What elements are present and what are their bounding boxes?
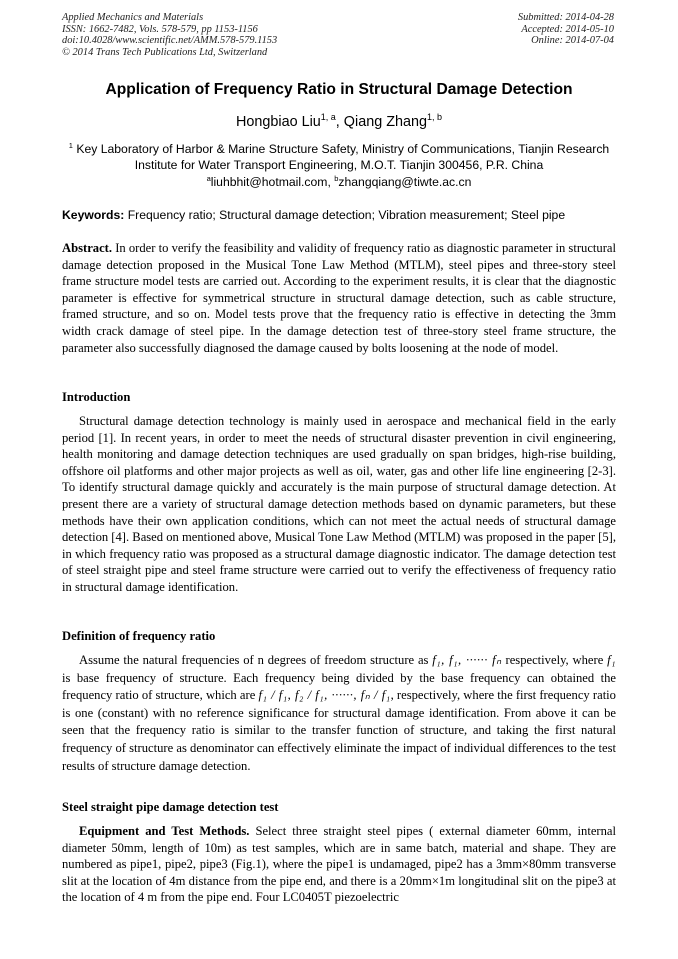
journal-header bbox=[62, 12, 277, 58]
section-heading-introduction: Introduction bbox=[62, 390, 131, 404]
abstract-text: In order to verify the feasibility and validity of frequency ratio as diagnostic parameter in structural damage detection proposed in the Musical Tone Law Method (MTLM), steel pipes and three-story steel frame structure model tests are carried out. According to the experiment results, it is clear that the diagnostic parameter is effective for symmetrical structure in structural damage detection, such as cable structure, framed structure, and so on. Model tests prove that the frequency ratio is effective in detecting the 3mm width crack damage of steel pipe. In the damage detection test of three-story steel frame structure, the parameter also successfully diagnosed the damage caused by bolts loosening at the node of model. bbox=[62, 241, 616, 355]
issn-line: ISSN: 1662-7482, Vols. 578-579, pp 1153-1156 bbox=[62, 23, 258, 35]
section-heading-steel-pipe: Steel straight pipe damage detection test bbox=[62, 800, 279, 814]
affiliation-mark: 1 bbox=[68, 141, 73, 150]
email-mark: a bbox=[206, 174, 211, 183]
abstract bbox=[62, 240, 616, 356]
keywords-text: Frequency ratio; Structural damage detection; Vibration measurement; Steel pipe bbox=[124, 208, 566, 222]
author-affil-mark: 1, b bbox=[427, 112, 443, 122]
email-b: zhangqiang@tiwte.ac.cn bbox=[338, 175, 472, 190]
author-separator: , bbox=[335, 113, 344, 130]
author-list bbox=[0, 112, 678, 130]
author-name: Qiang Zhang bbox=[343, 113, 427, 130]
math-frequencies: f₁, f₁, ······ fₙ bbox=[432, 653, 502, 667]
definition-text: , respectively, where the first frequency ratio is one (constant) with no reference significance for structural damage identification. From above it can be seen that the frequency ratio is similar to the transfer function of structure, and taking the first natural frequency of structure as denominator can effectively eliminate the impact of individual differences to the test results of structure damage detection. bbox=[62, 688, 616, 773]
affiliation-text: Key Laboratory of Harbor & Marine Structure Safety, Ministry of Communications, Tianjin Research Institute for Water Transport Engineering, M.O.T. Tianjin 300456, P.R. China bbox=[72, 142, 610, 173]
email-a: liuhbhit@hotmail.com, bbox=[210, 175, 335, 190]
section-heading-definition: Definition of frequency ratio bbox=[62, 629, 216, 643]
affiliation bbox=[62, 138, 616, 173]
author-affil-mark: 1, a bbox=[320, 112, 336, 122]
steel-pipe-text: Select three straight steel pipes ( external diameter 60mm, internal diameter 50mm, length of 10m) as test samples, which are in same batch, material and shape. They are numbered as pipe1, pipe2, pipe3 (Fig.1), where the pipe1 is undamaged, pipe2 has a 3mm×80mm transverse slit at the location of 4m distance from the pipe end, and there is a 20mm×1m longitudinal slit on the pipe3 at the location of 4 m from the pipe end. Four LC0405T piezoelectric bbox=[62, 824, 616, 905]
submitted-date: Submitted: 2014-04-28 bbox=[517, 12, 614, 23]
definition-paragraph bbox=[62, 652, 616, 775]
keywords-label: Keywords: bbox=[62, 208, 125, 222]
copyright-line: © 2014 Trans Tech Publications Ltd, Switzerland bbox=[62, 46, 268, 58]
paper-title: Application of Frequency Ratio in Structural Damage Detection bbox=[105, 81, 573, 98]
doi-line: doi:10.4028/www.scientific.net/AMM.578-579.1153 bbox=[62, 35, 278, 47]
steel-pipe-paragraph bbox=[62, 823, 616, 906]
definition-text: Assume the natural frequencies of n degrees of freedom structure as bbox=[79, 653, 433, 667]
definition-text: respectively, where bbox=[501, 653, 608, 667]
dates-header bbox=[518, 12, 614, 47]
abstract-label: Abstract. bbox=[62, 241, 113, 255]
definition-text: is base frequency of structure. Each frequency being divided by the base frequency can obtained the frequency ratio of structure, which are bbox=[62, 670, 616, 703]
introduction-paragraph: Structural damage detection technology is mainly used in aerospace and mechanical field in the early period [1]. In recent years, in order to meet the needs of structural disaster prevention in civil engineering, health monitoring and damage detection techniques are used gradually on span bridges, high-rise building, offshore oil platforms and other major projects as well as oil, water, gas and other life line engineering [2-3]. To identify structural damage quickly and accurately is the main purpose of structural damage detection. At present there are a variety of structural damage detection methods based on dynamic parameters, but these methods have their own application conditions, which can not meet the actual needs of structural damage detection [4]. Based on mentioned above, Musical Tone Law Method (MTLM) was proposed in the paper [5], in which frequency ratio was proposed as a structural damage diagnostic indicator. The damage detection test of steel straight pipe and steel frame structure were carried out to verify the effectiveness of frequency ratio in structural damage identification. bbox=[62, 414, 616, 594]
math-frequency-ratios: f₁ / f₁, f₂ / f₁, ······, fₙ / f₁ bbox=[258, 688, 391, 703]
author-name: Hongbiao Liu bbox=[235, 113, 321, 130]
author-emails bbox=[0, 174, 678, 189]
subsection-label: Equipment and Test Methods. bbox=[79, 824, 250, 838]
keywords bbox=[62, 208, 616, 222]
online-date: Online: 2014-07-04 bbox=[531, 35, 614, 47]
math-base-frequency: f₁ bbox=[607, 653, 616, 667]
email-mark: b bbox=[334, 174, 339, 183]
journal-name: Applied Mechanics and Materials bbox=[62, 12, 204, 23]
accepted-date: Accepted: 2014-05-10 bbox=[521, 23, 614, 35]
